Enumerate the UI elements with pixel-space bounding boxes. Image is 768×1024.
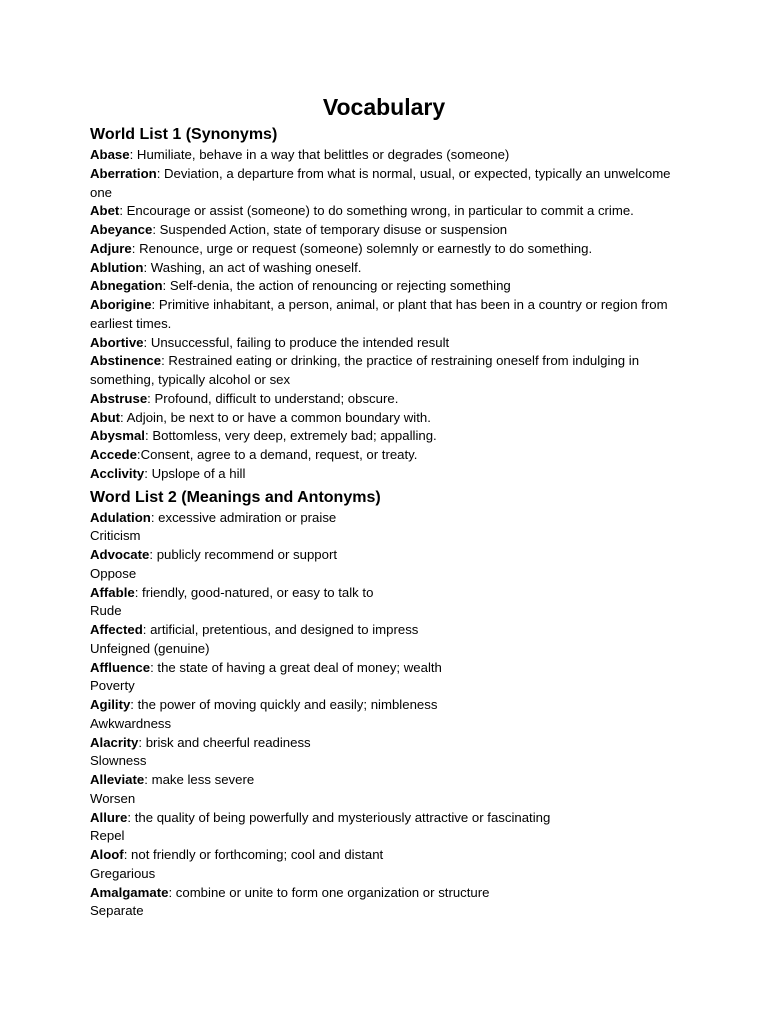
vocab-term: Abase — [90, 147, 130, 162]
vocab-term: Abnegation — [90, 278, 163, 294]
vocab-term: Alacrity — [90, 734, 139, 750]
vocab-term: Allure — [90, 809, 128, 825]
vocab-term: Alleviate — [90, 772, 145, 787]
vocab-definition: Primitive inhabitant, a person, animal, or plant that has been in a country or region from earliest times. — [90, 297, 668, 331]
term-separator: : — [143, 259, 151, 275]
vocab-entry — [90, 334, 690, 353]
vocab-antonym: Criticism — [90, 528, 141, 544]
vocab-definition: Renounce, urge or request (someone) solemnly or earnestly to do something. — [139, 240, 593, 256]
vocab-antonym: Repel — [90, 828, 125, 844]
vocab-term: Abet — [90, 203, 120, 219]
vocab-term: Abortive — [90, 334, 144, 350]
vocab-entry — [90, 146, 690, 165]
term-separator: : — [130, 697, 138, 712]
vocab-entry — [90, 221, 690, 240]
vocab-entry — [90, 621, 690, 640]
vocab-definition: Unsuccessful, failing to produce the intended result — [150, 334, 450, 350]
section-heading-word-list-2: Word List 2 (Meanings and Antonyms) — [90, 488, 381, 506]
vocab-term: Abstinence — [90, 353, 162, 369]
vocab-term: Adjure — [90, 240, 132, 256]
vocab-entry — [90, 809, 690, 828]
vocab-entry — [90, 277, 690, 296]
term-separator: : — [152, 222, 160, 237]
vocab-antonym: Poverty — [90, 678, 135, 694]
vocab-term: Acclivity — [90, 465, 145, 481]
vocab-term: Accede — [90, 447, 137, 462]
vocab-entry — [90, 427, 690, 446]
term-separator: : — [156, 165, 165, 181]
vocab-definition: make less severe — [151, 772, 255, 787]
vocab-term: Adulation — [90, 509, 151, 525]
term-separator: : — [161, 353, 169, 369]
vocab-entry — [90, 352, 690, 390]
vocab-entry — [90, 165, 690, 203]
vocab-definition: Humiliate, behave in a way that belittles or degrades (someone) — [136, 147, 510, 162]
vocab-term: Aloof — [90, 847, 124, 862]
vocab-term: Advocate — [90, 547, 150, 562]
section-heading-word-list-1: World List 1 (Synonyms) — [90, 126, 278, 143]
vocab-antonym: Gregarious — [90, 865, 156, 881]
vocab-entry — [90, 846, 690, 865]
vocab-definition: Washing, an act of washing oneself. — [150, 259, 362, 275]
vocab-entry — [90, 296, 690, 334]
vocab-term: Abut — [90, 409, 121, 425]
vocab-antonym: Awkwardness — [90, 715, 172, 731]
vocab-definition: friendly, good-natured, or easy to talk to — [142, 584, 374, 600]
vocab-term: Affable — [90, 584, 135, 600]
term-separator: : — [144, 428, 153, 444]
vocab-definition: publicly recommend or support — [156, 547, 338, 562]
vocab-entry — [90, 509, 690, 528]
vocab-entry — [90, 546, 690, 565]
term-separator: : — [144, 465, 152, 481]
vocab-entry — [90, 659, 690, 678]
word-list-1 — [90, 146, 690, 484]
vocab-entry — [90, 584, 690, 603]
term-separator: : — [129, 147, 137, 162]
term-separator: : — [142, 622, 151, 637]
vocab-definition: the quality of being powerfully and mysteriously attractive or fascinating — [134, 809, 551, 825]
vocab-definition: Restrained eating or drinking, the practice of restraining oneself from indulging in something, typically alcohol or sex — [90, 353, 640, 387]
vocab-antonym: Oppose — [90, 565, 137, 581]
vocab-entry — [90, 465, 690, 484]
vocab-entry — [90, 884, 690, 903]
term-separator: : — [134, 584, 143, 600]
term-separator: : — [144, 772, 152, 787]
vocab-definition: the power of moving quickly and easily; nimbleness — [137, 697, 438, 712]
vocab-definition: Upslope of a hill — [151, 465, 246, 481]
vocab-entry — [90, 240, 690, 259]
vocab-definition: artificial, pretentious, and designed to impress — [150, 622, 419, 637]
vocab-term: Abstruse — [90, 390, 148, 406]
vocab-term: Abeyance — [90, 222, 153, 237]
vocab-definition: Adjoin, be next to or have a common boundary with. — [126, 409, 431, 425]
term-separator: : — [150, 509, 159, 525]
vocab-term: Abysmal — [90, 428, 145, 444]
vocab-entry — [90, 259, 690, 278]
vocab-term: Affluence — [90, 659, 151, 675]
vocab-term: Affected — [90, 622, 143, 637]
term-separator: : — [127, 809, 135, 825]
term-separator: : — [119, 203, 127, 219]
term-separator: : — [150, 659, 158, 675]
term-separator: : — [136, 447, 141, 462]
vocab-definition: excessive admiration or praise — [158, 509, 337, 525]
term-separator: : — [123, 847, 132, 862]
vocab-antonym: Unfeigned (genuine) — [90, 640, 210, 656]
term-separator: : — [151, 297, 159, 312]
term-separator: : — [131, 240, 140, 256]
word-list-2 — [90, 509, 690, 922]
vocab-definition: Consent, agree to a demand, request, or treaty. — [140, 447, 418, 462]
term-separator: : — [120, 409, 127, 425]
vocab-definition: Suspended Action, state of temporary disuse or suspension — [159, 222, 508, 237]
vocab-definition: Encourage or assist (someone) to do something wrong, in particular to commit a crime. — [126, 203, 634, 219]
term-separator: : — [143, 334, 151, 350]
vocab-entry — [90, 202, 690, 221]
document-body — [90, 124, 690, 921]
vocab-entry — [90, 446, 690, 465]
document-title: Vocabulary — [322, 94, 446, 120]
vocab-term: Amalgamate — [90, 884, 169, 900]
term-separator: : — [162, 278, 170, 294]
vocab-antonym: Separate — [90, 903, 144, 919]
vocab-antonym: Worsen — [90, 790, 136, 806]
vocab-entry — [90, 734, 690, 753]
vocab-definition: the state of having a great deal of money; wealth — [157, 659, 442, 675]
vocab-entry — [90, 771, 690, 790]
vocab-term: Aborigine — [90, 297, 152, 312]
vocab-definition: brisk and cheerful readiness — [145, 734, 311, 750]
term-separator: : — [138, 734, 146, 750]
vocab-term: Agility — [90, 697, 131, 712]
vocab-definition: Profound, difficult to understand; obscure. — [154, 390, 399, 406]
vocab-definition: Deviation, a departure from what is normal, usual, or expected, typically an unwelcome one — [90, 165, 671, 200]
vocab-entry — [90, 390, 690, 409]
vocab-definition: Self-denia, the action of renouncing or rejecting something — [169, 278, 511, 294]
term-separator: : — [149, 547, 157, 562]
vocab-definition: Bottomless, very deep, extremely bad; appalling. — [152, 428, 437, 444]
vocab-term: Ablution — [90, 259, 144, 275]
term-separator: : — [168, 884, 176, 900]
vocab-entry — [90, 696, 690, 715]
vocab-definition: combine or unite to form one organization or structure — [175, 884, 490, 900]
vocab-definition: not friendly or forthcoming; cool and distant — [131, 847, 384, 862]
vocab-antonym: Slowness — [90, 753, 147, 769]
vocab-term: Aberration — [90, 165, 157, 181]
vocab-entry — [90, 409, 690, 428]
vocab-antonym: Rude — [90, 603, 122, 619]
term-separator: : — [147, 390, 155, 406]
